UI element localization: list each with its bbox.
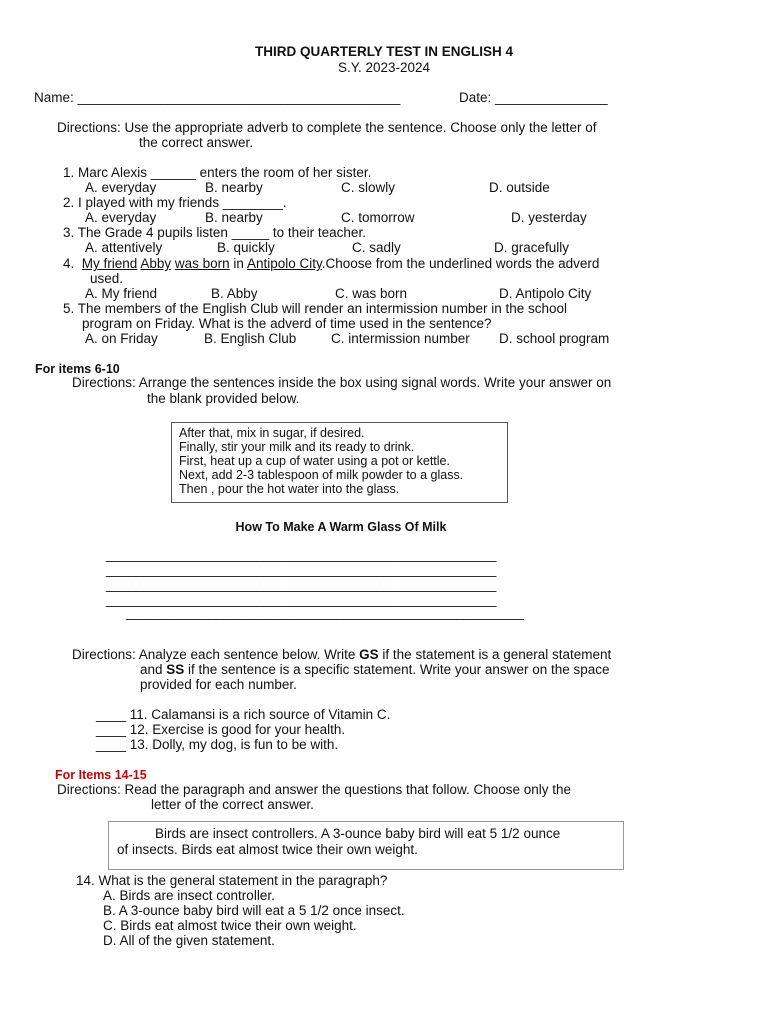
q14-choice-c: C. Birds eat almost twice their own weight. [103, 918, 357, 933]
q4-underlined-2: Abby [140, 256, 172, 271]
box-sentence: First, heat up a cup of water using a pot or kettle. [179, 454, 450, 468]
q1-choice-b: B. nearby [205, 180, 263, 195]
paragraph-box [108, 821, 624, 870]
sentence-box [171, 422, 508, 503]
school-year: S.Y. 2023-2024 [337, 60, 431, 75]
part3-directions-end: provided for each number. [140, 677, 297, 692]
q3-choice-a: A. attentively [85, 240, 163, 255]
box-sentence: Then , pour the hot water into the glass. [179, 482, 400, 496]
question-5: 5. The members of the English Club will render an intermission number in the school [63, 301, 567, 316]
part4-directions-cont: letter of the correct answer. [151, 797, 314, 812]
q3-choice-d: D. gracefully [494, 240, 570, 255]
q1-choice-d: D. outside [489, 180, 550, 195]
item-13: ____ 13. Dolly, my dog, is fun to be with. [96, 737, 339, 752]
question-5-cont: program on Friday. What is the adverd of time used in the sentence? [82, 316, 492, 331]
gs-label: GS [359, 647, 379, 662]
q4-choice-a: A. My friend [85, 286, 158, 301]
ss-label: SS [166, 662, 185, 677]
answer-blank: _____________________________________________________ [126, 605, 524, 620]
items-14-15-heading: For Items 14-15 [55, 768, 147, 782]
q14-choice-d: D. All of the given statement. [103, 933, 275, 948]
recipe-title: How To Make A Warm Glass Of Milk [235, 520, 447, 534]
q2-choice-a: A. everyday [85, 210, 157, 225]
q3-choice-c: C. sadly [352, 240, 401, 255]
q3-choice-b: B. quickly [217, 240, 275, 255]
q14-choice-a: A. Birds are insect controller. [103, 888, 275, 903]
part3-dir-text: Directions: Analyze each sentence below. Write [72, 647, 360, 662]
q4-choice-d: D. Antipolo City [499, 286, 592, 301]
question-14: 14. What is the general statement in the paragraph? [76, 873, 388, 888]
part3-dir-text: and [140, 662, 167, 677]
q4-choice-c: C. was born [335, 286, 408, 301]
item-11: ____ 11. Calamansi is a rich source of Vitamin C. [96, 707, 391, 722]
q4-rest: .Choose from the underlined words the adverd [321, 256, 600, 271]
part3-dir-text: if the sentence is a specific statement. Write your answer on the space [184, 662, 610, 677]
question-3: 3. The Grade 4 pupils listen _____ to their teacher. [63, 225, 366, 240]
q5-choice-b: B. English Club [204, 331, 297, 346]
paragraph-line: Birds are insect controllers. A 3-ounce baby bird will eat 5 1/2 ounce [155, 826, 561, 841]
answer-blank: ____________________________________________________ [106, 577, 497, 592]
part3-directions-cont [140, 662, 610, 678]
q2-choice-c: C. tomorrow [341, 210, 415, 225]
box-sentence: Finally, stir your milk and its ready to drink. [179, 440, 415, 454]
test-title: THIRD QUARTERLY TEST IN ENGLISH 4 [254, 44, 514, 59]
q5-choice-c: C. intermission number [331, 331, 470, 346]
item-12: ____ 12. Exercise is good for your health. [96, 722, 346, 737]
q4-underlined-4: Antipolo City [246, 256, 322, 271]
q4-number: 4. [63, 256, 75, 271]
q4-cont: used. [90, 271, 124, 286]
question-4 [63, 256, 599, 272]
q2-choice-d: D. yesterday [511, 210, 587, 225]
q14-choice-b: B. A 3-ounce baby bird will eat a 5 1/2 once insect. [103, 903, 405, 918]
part3-directions [72, 647, 611, 663]
part3-dir-text: if the statement is a general statement [378, 647, 612, 662]
q1-choice-c: C. slowly [341, 180, 396, 195]
part2-directions-cont: the blank provided below. [147, 391, 300, 406]
name-field: Name: ___________________________________________ [34, 90, 401, 105]
question-2: 2. I played with my friends ________. [63, 195, 287, 210]
q4-word-in: in [233, 256, 244, 271]
part4-directions: Directions: Read the paragraph and answer the questions that follow. Choose only the [57, 782, 572, 797]
paragraph-line: of insects. Birds eat almost twice their own weight. [117, 842, 418, 857]
part2-directions: Directions: Arrange the sentences inside the box using signal words. Write your answer on [72, 375, 612, 390]
q1-choice-a: A. everyday [85, 180, 157, 195]
answer-blank: ____________________________________________________ [106, 547, 497, 562]
date-field: Date: _______________ [459, 90, 608, 105]
box-sentence: After that, mix in sugar, if desired. [179, 426, 365, 440]
part1-directions: Directions: Use the appropriate adverb to complete the sentence. Choose only the letter of [57, 120, 597, 135]
box-sentence: Next, add 2-3 tablespoon of milk powder to a glass. [179, 468, 464, 482]
q2-choice-b: B. nearby [205, 210, 263, 225]
part1-directions-cont: the correct answer. [139, 135, 254, 150]
items-6-10-heading: For items 6-10 [35, 362, 120, 376]
answer-blank: ____________________________________________________ [106, 592, 497, 607]
q5-choice-a: A. on Friday [85, 331, 158, 346]
answer-blank: ____________________________________________________ [106, 562, 497, 577]
q4-choice-b: B. Abby [211, 286, 258, 301]
q4-underlined-3: was born [174, 256, 230, 271]
q5-choice-d: D. school program [499, 331, 610, 346]
q4-underlined-1: My friend [81, 256, 138, 271]
question-1: 1. Marc Alexis ______ enters the room of her sister. [63, 165, 372, 180]
